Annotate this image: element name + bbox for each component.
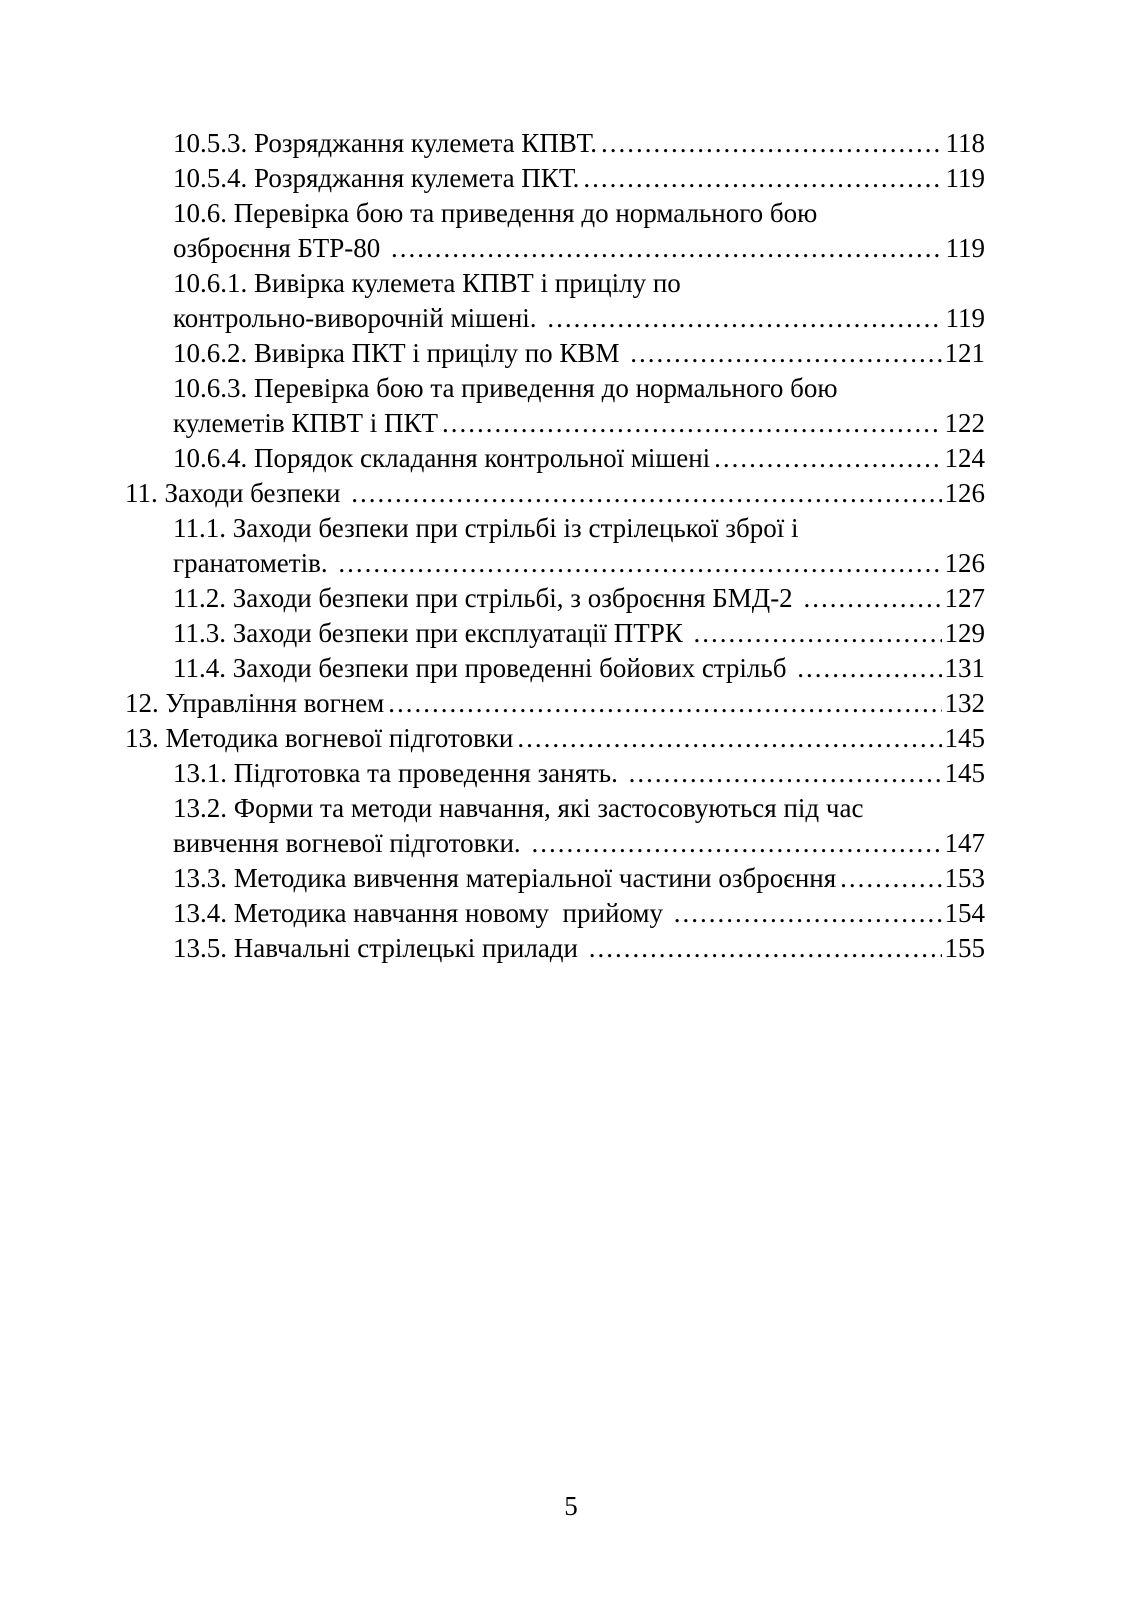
toc-page-number: 119 — [945, 163, 985, 193]
toc-entry — [125, 896, 985, 931]
toc-entry-text: 13.1. Підготовка та проведення занять. — [173, 758, 625, 788]
toc-page-number: 118 — [945, 128, 985, 158]
toc-page-number: 126 — [944, 478, 985, 508]
toc-entry — [125, 861, 985, 896]
toc-entry — [125, 161, 985, 196]
toc-entry-text: 13.5. Навчальні стрілецькі прилади — [173, 933, 585, 963]
toc-entry-text: 12. Управління вогнем — [125, 688, 385, 718]
toc-entry-text: 13.3. Методика вивчення матеріальної частини озброєння — [173, 863, 837, 893]
toc-entry — [125, 686, 985, 721]
toc-entry-text: гранатометів. — [173, 548, 335, 578]
toc-page-number: 147 — [944, 828, 985, 858]
toc-entry — [125, 196, 985, 266]
toc-page-number: 119 — [945, 233, 985, 263]
toc-entry — [125, 721, 985, 756]
toc-entry-text: 10.6.4. Порядок складання контрольної мішені — [173, 443, 711, 473]
toc-entry — [125, 931, 985, 966]
toc-page-number: 145 — [944, 758, 985, 788]
toc-entry-text: 10.5.4. Розряджання кулемета ПКТ. — [173, 163, 580, 193]
dot-leader — [797, 651, 941, 686]
toc-page-number: 122 — [944, 408, 985, 438]
toc-entry-text: контрольно-виворочній мішені. — [173, 303, 544, 333]
table-of-contents — [125, 126, 985, 966]
toc-entry — [125, 511, 985, 581]
toc-entry — [125, 581, 985, 616]
toc-page-number: 145 — [944, 723, 985, 753]
toc-entry-text: 11. Заходи безпеки — [125, 478, 348, 508]
toc-page-number: 129 — [944, 618, 985, 648]
toc-page-number: 154 — [944, 898, 985, 928]
toc-entry — [125, 756, 985, 791]
toc-entry — [125, 616, 985, 651]
toc-entry-text: 13.2. Форми та методи навчання, які застосовуються під час — [173, 793, 864, 823]
toc-entry-text: 11.3. Заходи безпеки при експлуатації ПТРК — [173, 618, 690, 648]
dot-leader — [601, 126, 942, 161]
toc-entry — [125, 336, 985, 371]
toc-entry — [125, 266, 985, 336]
dot-leader — [589, 931, 942, 966]
toc-entry-text: 13.4. Методика навчання новому прийому — [173, 898, 670, 928]
dot-leader — [803, 581, 941, 616]
dot-leader — [531, 826, 941, 861]
dot-leader — [583, 161, 942, 196]
dot-leader — [629, 756, 942, 791]
toc-page-number: 121 — [944, 338, 985, 368]
toc-page-number: 127 — [944, 583, 985, 613]
toc-entry-text: 10.6.3. Перевірка бою та приведення до нормального бою — [173, 373, 838, 403]
toc-page-number: 124 — [944, 443, 985, 473]
page-number: 5 — [564, 1491, 578, 1521]
dot-leader — [840, 861, 941, 896]
toc-entry-text: кулеметів КПВТ і ПКТ — [173, 408, 439, 438]
dot-leader — [517, 721, 941, 756]
dot-leader — [674, 896, 942, 931]
toc-page-number: 119 — [945, 303, 985, 333]
toc-entry — [125, 126, 985, 161]
toc-page-number: 132 — [944, 688, 985, 718]
toc-entry-text: озброєння БТР-80 — [173, 233, 387, 263]
dot-leader — [442, 406, 941, 441]
toc-entry-text: вивчення вогневої підготовки. — [173, 828, 528, 858]
toc-page-number: 155 — [944, 933, 985, 963]
toc-page-number: 126 — [944, 548, 985, 578]
toc-page-number: 131 — [944, 653, 985, 683]
toc-entry-text: 11.4. Заходи безпеки при проведенні бойових стрільб — [173, 653, 794, 683]
toc-entry-text: 11.2. Заходи безпеки при стрільбі, з озброєння БМД-2 — [173, 583, 800, 613]
toc-page-number: 153 — [944, 863, 985, 893]
toc-entry — [125, 476, 985, 511]
toc-entry-text: 10.5.3. Розряджання кулемета КПВТ. — [173, 128, 598, 158]
toc-entry — [125, 441, 985, 476]
toc-entry-text: 11.1. Заходи безпеки при стрільбі із стрілецької зброї і — [173, 513, 799, 543]
toc-entry-text: 10.6. Перевірка бою та приведення до нормального бою — [173, 198, 818, 228]
toc-entry — [125, 791, 985, 861]
toc-entry-text: 10.6.1. Вивірка кулемета КПВТ і прицілу по — [173, 268, 681, 298]
toc-entry-text: 10.6.2. Вивірка ПКТ і прицілу по КВМ — [173, 338, 627, 368]
toc-entry — [125, 651, 985, 686]
dot-leader — [391, 231, 943, 266]
toc-entry — [125, 371, 985, 441]
toc-entry-text: 13. Методика вогневої підготовки — [125, 723, 514, 753]
dot-leader — [388, 686, 941, 721]
dot-leader — [547, 301, 942, 336]
dot-leader — [714, 441, 941, 476]
dot-leader — [338, 546, 941, 581]
dot-leader — [694, 616, 942, 651]
dot-leader — [351, 476, 941, 511]
dot-leader — [630, 336, 941, 371]
